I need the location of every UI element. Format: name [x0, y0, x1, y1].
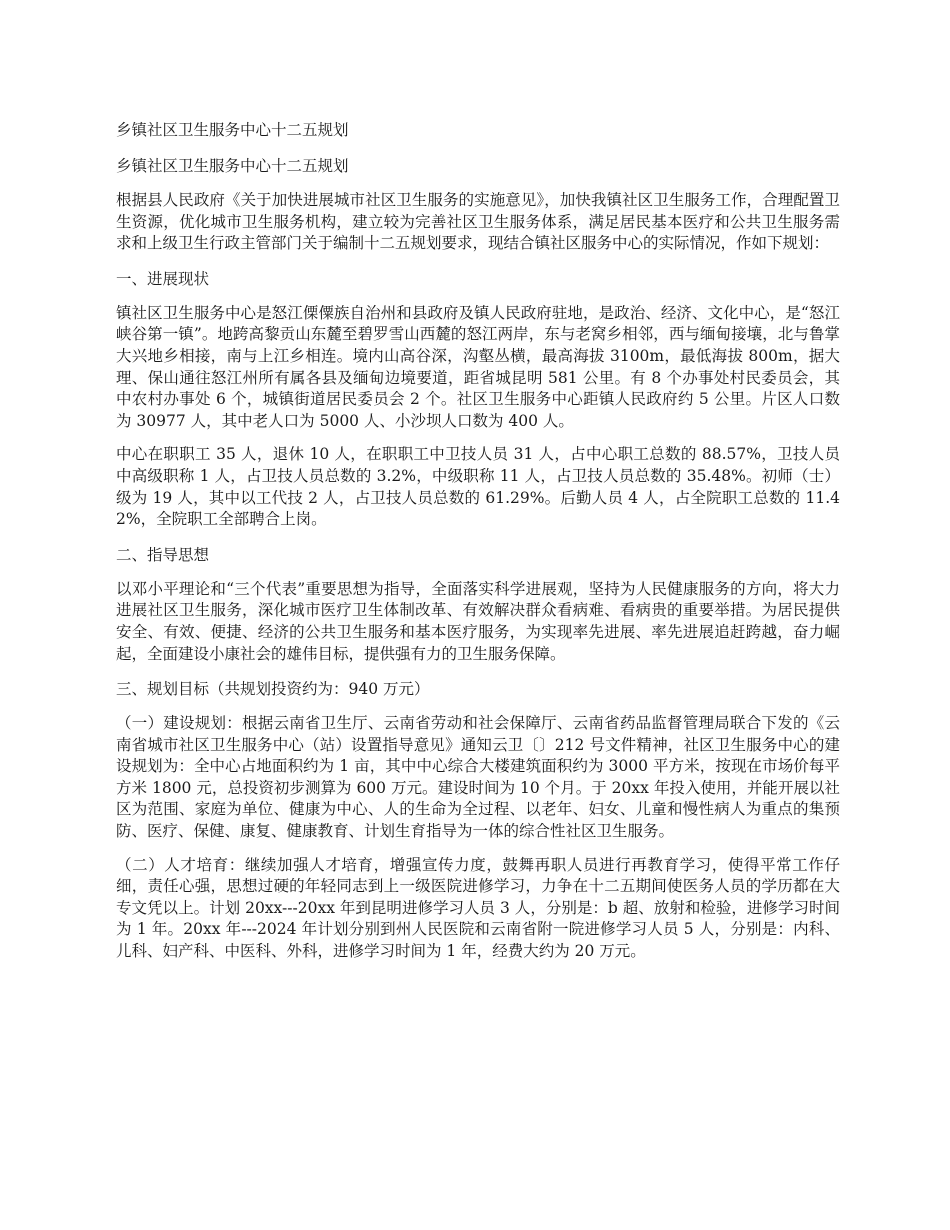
intro-paragraph: 根据县人民政府《关于加快进展城市社区卫生服务的实施意见》，加快我镇社区卫生服务工作，合理配置卫生资源，优化城市卫生服务机构，建立较为完善社区卫生服务体系，满足居民基本医疗和公共卫生服务需求和上级卫生行政主管部门关于编制十二五规划要求，现结合镇社区服务中心的实际情况，作如下规划： [116, 191, 840, 253]
section-heading-status: 一、进展现状 [116, 269, 210, 288]
status-paragraph-staff: 中心在职职工 35 人，退休 10 人，在职职工中卫技人员 31 人，占中心职工总数的 88.57%，卫技人员中高级职称 1 人，占卫技人员总数的 3.2%，中级职称 11 人，占卫技人员总数的 35.48%。初师（士）级为 19 人，其中以工代技 2 人，占卫技人员总数的 61.29%。后勤人员 4 人，占全院职工总数的 11.42%，全院职工全部聘合上岗。 [116, 445, 840, 529]
section-heading-guiding-thought: 二、指导思想 [116, 545, 210, 564]
guiding-thought-paragraph: 以邓小平理论和“三个代表”重要思想为指导，全面落实科学进展观，坚持为人民健康服务的方向，将大力进展社区卫生服务，深化城市医疗卫生体制改革、有效解决群众看病难、看病贵的重要举措。为居民提供安全、有效、便捷、经济的公共卫生服务和基本医疗服务，为实现率先进展、率先进展追赶跨越，奋力崛起，全面建设小康社会的雄伟目标，提供强有力的卫生服务保障。 [116, 579, 840, 663]
construction-plan-paragraph: （一）建设规划：根据云南省卫生厅、云南省劳动和社会保障厅、云南省药品监督管理局联合下发的《云南省城市社区卫生服务中心（站）设置指导意见》通知云卫〔〕212 号文件精神，社区卫生服务中心的建设规划为：全中心占地面积约为 1 亩，其中中心综合大楼建筑面积约为 3000 平方米，按现在市场价每平方米 1800 元，总投资初步测算为 600 万元。建设时间为 10 个月。于 20xx 年投入使用，并能开展以社区为范围、家庭为单位、健康为中心、人的生命为全过程、以老年、妇女、儿童和慢性病人为重点的集预防、医疗、保健、康复、健康教育、计划生育指导为一体的综合性社区卫生服务。 [116, 714, 840, 841]
section-heading-planning-goals: 三、规划目标（共规划投资约为：940 万元） [116, 680, 430, 699]
document-page [116, 118, 840, 975]
talent-cultivation-paragraph: （二）人才培育：继续加强人才培育，增强宣传力度，鼓舞再职人员进行再教育学习，使得平常工作仔细，责任心强，思想过硬的年轻同志到上一级医院进修学习，力争在十二五期间使医务人员的学历都在大专文凭以上。计划 20xx---20xx 年到昆明进修学习人员 3 人，分别是：b 超、放射和检验，进修学习时间为 1 年。20xx 年---2024 年计划分别到州人民医院和云南省附一院进修学习人员 5 人，分别是：内科、儿科、妇产科、中医科、外科，进修学习时间为 1 年，经费大约为 20 万元。 [116, 855, 840, 961]
status-paragraph-overview: 镇社区卫生服务中心是怒江傈僳族自治州和县政府及镇人民政府驻地，是政治、经济、文化中心，是“怒江峡谷第一镇”。地跨高黎贡山东麓至碧罗雪山西麓的怒江两岸，东与老窝乡相邻，西与缅甸接壤，北与鲁掌大兴地乡相接，南与上江乡相连。境内山高谷深，沟壑丛横，最高海拔 3100m，最低海拔 800m，据大理、保山通往怒江州所有属各县及缅甸边境要道，距省城昆明 581 公里。有 8 个办事处村民委员会，其中农村办事处 6 个，城镇街道居民委员会 2 个。社区卫生服务中心距镇人民政府约 5 公里。片区人口数为 30977 人，其中老人口为 5000 人、小沙坝人口数为 400 人。 [116, 303, 840, 430]
document-title: 乡镇社区卫生服务中心十二五规划 [116, 121, 349, 139]
document-subtitle: 乡镇社区卫生服务中心十二五规划 [116, 157, 349, 175]
